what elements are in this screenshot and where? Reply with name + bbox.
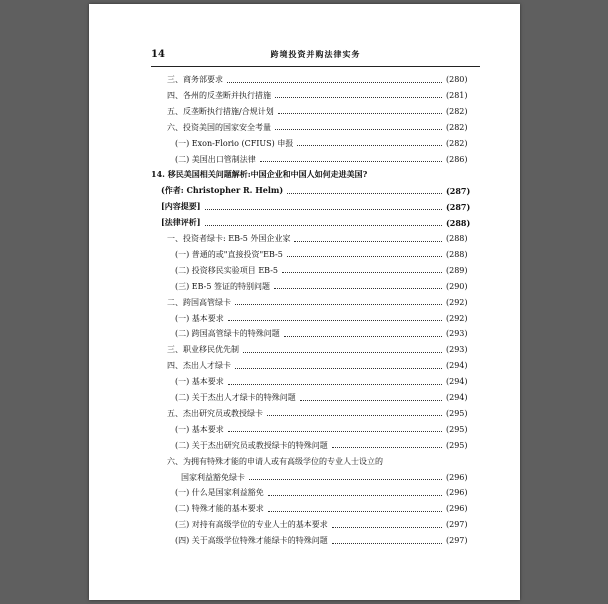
toc-entry-title: (一) 什么是国家利益豁免 (175, 488, 264, 498)
toc-entry-title: 四、各州的反垄断并执行措施 (167, 90, 271, 100)
toc-entry-page: (289) (446, 265, 468, 275)
toc-entry-title: (二) 美国出口管制法律 (175, 154, 256, 164)
toc-entry-title: 六、为拥有特殊才能的申请人或有高级学位的专业人士设立的 (167, 456, 383, 466)
toc-entry-page: (290) (446, 281, 468, 291)
toc-entry (89, 438, 520, 453)
dot-leader (228, 378, 442, 385)
toc-entry-title: 三、职业移民优先制 (167, 345, 239, 355)
page-number: 14 (151, 49, 165, 60)
toc-entry (89, 199, 520, 214)
toc-entry-title: (一) 基本要求 (175, 313, 224, 323)
toc-entry-page: (292) (446, 313, 468, 323)
dot-leader (332, 537, 442, 544)
page-header (151, 48, 480, 67)
toc-entry-page: (294) (446, 361, 468, 371)
toc-entry (89, 326, 520, 341)
dot-leader (275, 123, 442, 130)
toc-entry (89, 485, 520, 500)
toc-entry-page: (296) (446, 472, 468, 482)
dot-leader (249, 473, 442, 480)
toc-entry-page: (295) (446, 408, 468, 418)
toc-entry (89, 374, 520, 389)
dot-leader (205, 219, 442, 226)
dot-leader (205, 203, 442, 210)
toc-entry (89, 152, 520, 167)
dot-leader (300, 394, 442, 401)
toc-entry (89, 167, 520, 182)
dot-leader (287, 250, 442, 257)
toc-entry-page: (295) (446, 440, 468, 450)
toc-entry-page: (282) (446, 138, 468, 148)
toc-entry-page: (282) (446, 106, 468, 116)
toc-entry-title: 五、杰出研究员或教授绿卡 (167, 408, 263, 418)
toc-entry-title: (作者: Christopher R. Helm) (161, 185, 284, 196)
dot-leader (282, 266, 442, 273)
toc-entry-page: (295) (446, 424, 468, 434)
toc-entry (89, 215, 520, 230)
dot-leader (278, 107, 442, 114)
toc-entry (89, 533, 520, 548)
document-page (89, 4, 520, 600)
toc-entry-page: (297) (446, 520, 468, 530)
dot-leader (260, 155, 442, 162)
toc-entry-title: 一、投资者绿卡: EB-5 外国企业家 (167, 234, 291, 243)
toc-entry-title: (三) EB-5 签证的特别问题 (175, 281, 270, 291)
toc-entry-title: (一) Exon-Florio (CFIUS) 申报 (175, 138, 294, 148)
dot-leader (227, 76, 442, 83)
toc-entry-page: (293) (446, 345, 468, 355)
toc-entry (89, 390, 520, 405)
toc-entry-title: 六、投资美国的国家安全考量 (167, 122, 271, 132)
toc-entry-page: (286) (446, 154, 468, 164)
toc-entry-page: (280) (446, 75, 468, 84)
toc-entry (89, 358, 520, 373)
toc-entry (89, 120, 520, 135)
toc-entry-title: 四、杰出人才绿卡 (167, 361, 231, 371)
toc-entry (89, 231, 520, 246)
dot-leader (287, 187, 442, 194)
toc-entry (89, 104, 520, 119)
toc-entry-page: (294) (446, 393, 468, 402)
toc-entry-page: (293) (446, 329, 468, 339)
dot-leader (275, 91, 442, 98)
toc-entry-title: 三、商务部要求 (167, 75, 223, 84)
toc-entry (89, 183, 520, 198)
dot-leader (228, 314, 442, 321)
toc-entry-title: 五、反垄断执行措施/合规计划 (167, 106, 274, 116)
dot-leader (284, 330, 442, 337)
toc-entry-title: (二) 关于杰出人才绿卡的特殊问题 (175, 393, 296, 402)
toc-entry-title: (四) 关于高级学位特殊才能绿卡的特殊问题 (175, 536, 328, 546)
toc-entry-page: (292) (446, 297, 468, 307)
toc-entry-title: (一) 基本要求 (175, 424, 224, 434)
toc-entry-title: 二、跨国高管绿卡 (167, 297, 231, 307)
toc-entry (89, 311, 520, 326)
toc-entry (89, 342, 520, 357)
toc-entry-title: (二) 跨国高管绿卡的特殊问题 (175, 329, 280, 339)
toc-entry-title: [内容提要] (161, 201, 201, 212)
toc-entry (89, 470, 520, 485)
toc-entry-title: 14. 移民美国相关问题解析:中国企业和中国人如何走进美国? (151, 169, 368, 180)
toc-entry (89, 454, 520, 469)
dot-leader (294, 235, 442, 242)
toc-entry-title: [法律评析] (161, 217, 201, 228)
toc-entry-page: (287) (446, 185, 471, 196)
toc-entry-page: (288) (446, 217, 471, 228)
toc-entry-title: (一) 基本要求 (175, 377, 224, 387)
toc-entry-page: (288) (446, 234, 468, 243)
dot-leader (228, 425, 442, 432)
dot-leader (235, 362, 442, 369)
dot-leader (243, 346, 442, 353)
toc-entry-title: (一) 普通的或"直接投资"EB-5 (175, 249, 283, 259)
toc-entry-page: (297) (446, 536, 468, 546)
toc-entry-title: (三) 对持有高级学位的专业人士的基本要求 (175, 520, 328, 530)
toc-entry-page: (281) (446, 90, 468, 100)
toc-entry (89, 517, 520, 532)
dot-leader (274, 282, 442, 289)
dot-leader (235, 298, 442, 305)
toc-entry (89, 279, 520, 294)
dot-leader (267, 409, 442, 416)
toc-entry-title: (二) 特殊才能的基本要求 (175, 504, 264, 514)
dot-leader (297, 139, 442, 146)
toc-entry (89, 295, 520, 310)
running-title: 跨境投资并购法律实务 (270, 49, 361, 59)
toc-entry-title: (二) 投资移民实验项目 EB-5 (175, 265, 278, 275)
toc-entry-page: (288) (446, 249, 468, 259)
dot-leader (332, 521, 442, 528)
toc-entry (89, 88, 520, 103)
toc-entry (89, 422, 520, 437)
toc-entry (89, 406, 520, 421)
toc-entry (89, 72, 520, 87)
toc-entry-title: (二) 关于杰出研究员或教授绿卡的特殊问题 (175, 440, 328, 450)
toc-entry (89, 263, 520, 278)
toc-entry-page: (294) (446, 377, 468, 387)
toc-entry-page: (282) (446, 122, 468, 132)
toc-entry (89, 247, 520, 262)
dot-leader (332, 441, 442, 448)
toc-entry (89, 136, 520, 151)
toc-entry-title: 国家利益豁免绿卡 (181, 472, 245, 482)
toc-entry-page: (287) (446, 201, 471, 212)
toc-entry (89, 501, 520, 516)
dot-leader (268, 489, 442, 496)
dot-leader (268, 505, 442, 512)
toc-entry-page: (296) (446, 504, 468, 514)
toc-entry-page: (296) (446, 488, 468, 498)
